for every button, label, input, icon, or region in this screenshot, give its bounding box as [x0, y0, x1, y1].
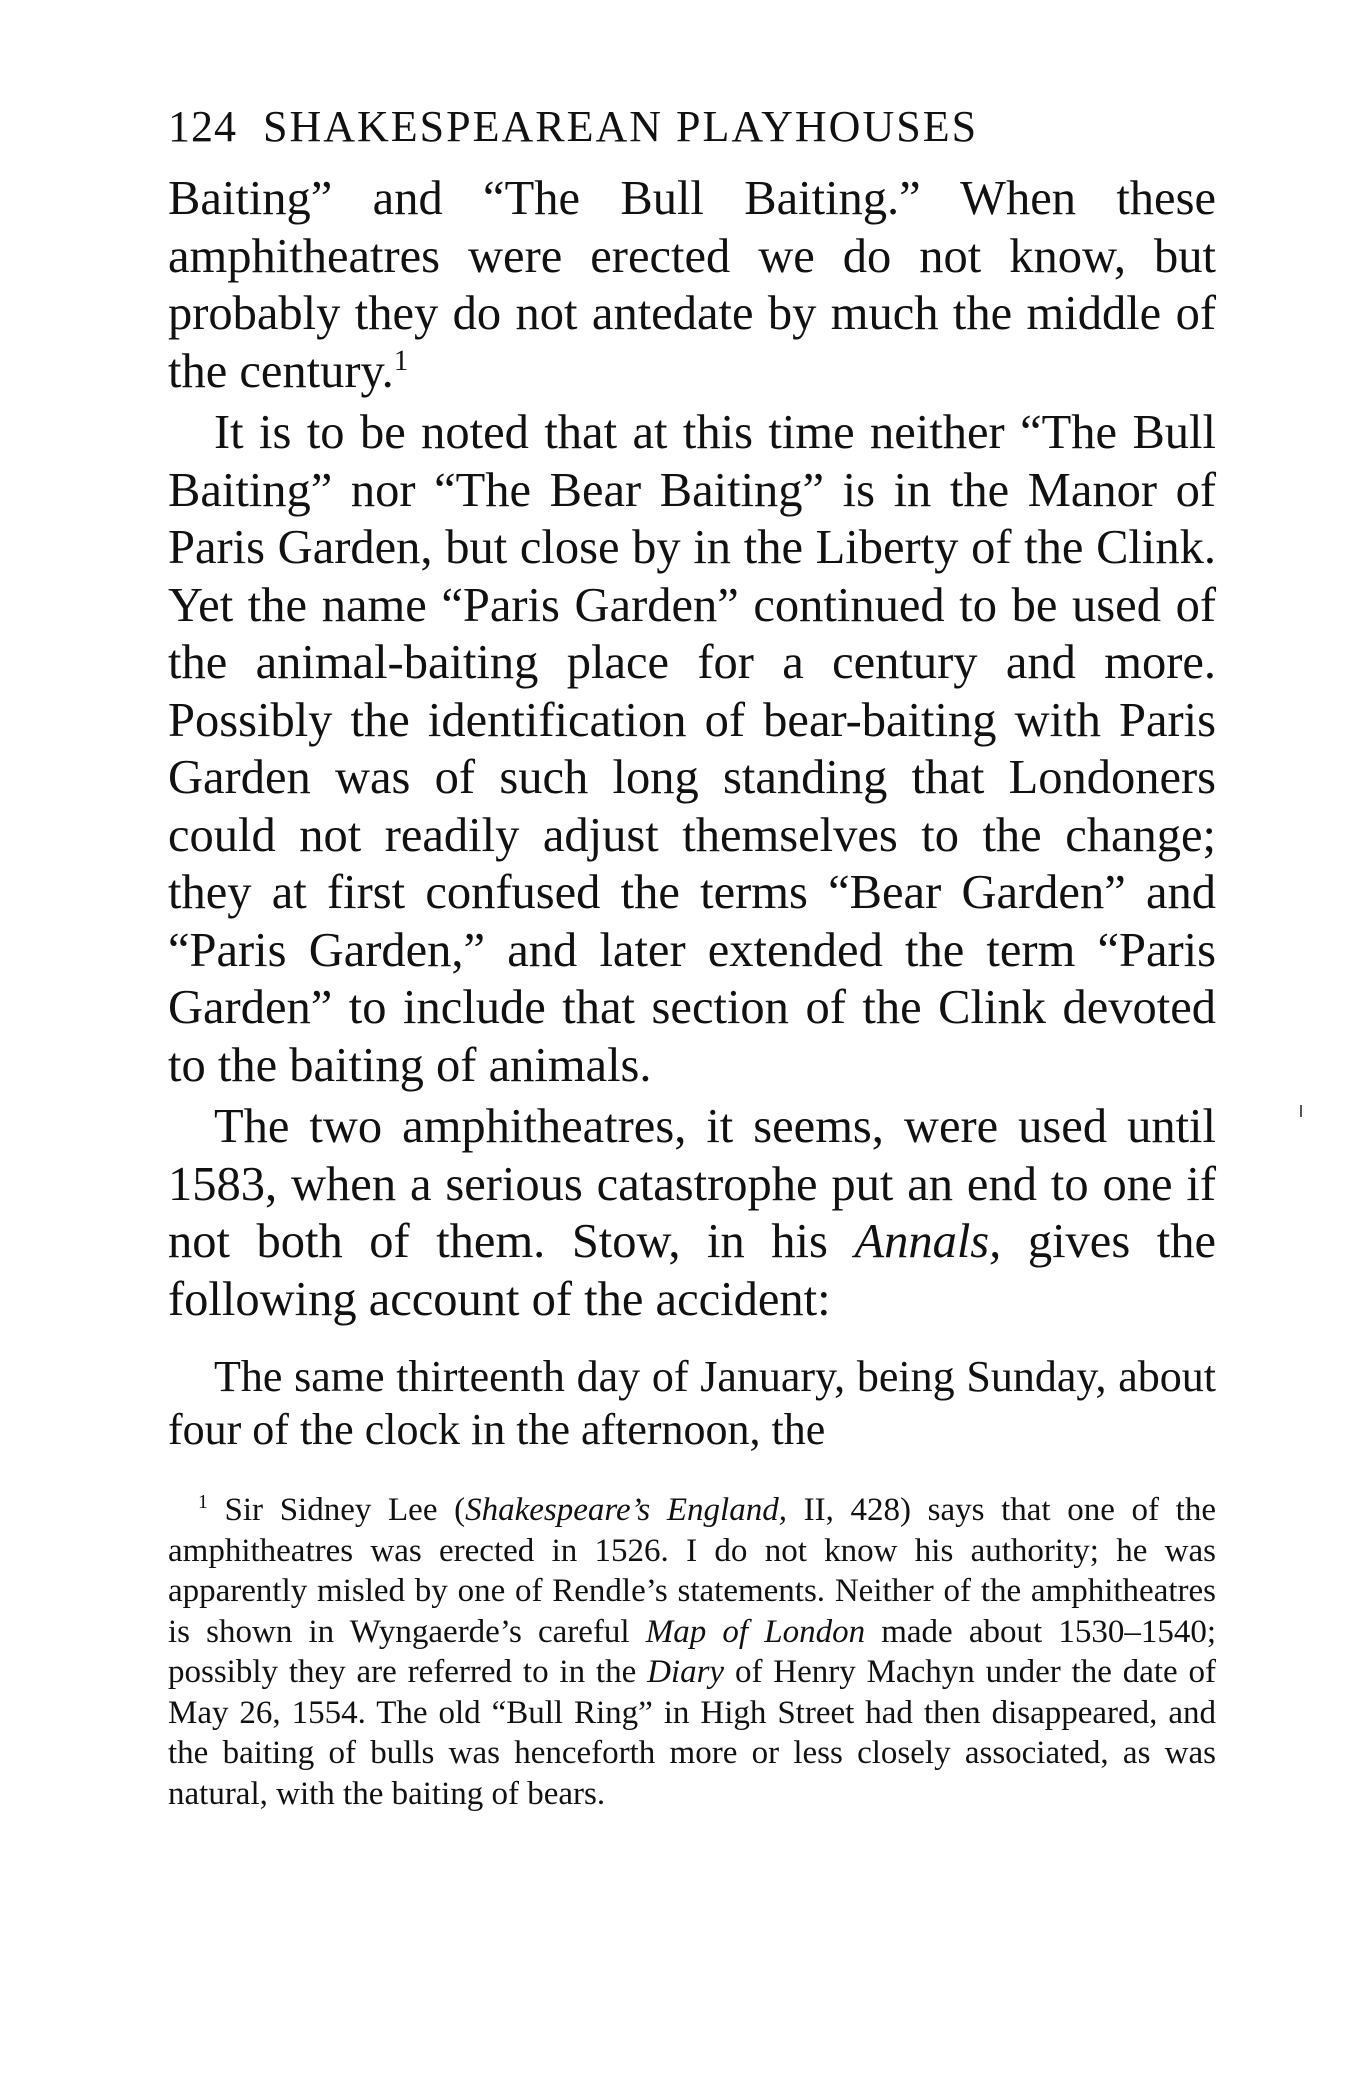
paragraph: It is to be noted that at this time neither “The Bull Baiting” nor “The Bear Baiting” is in the Manor of Paris Garden, but close by in the Liberty of the Clink. Yet the name “Paris Garden” continued to be used of the animal-baiting place for a century and more. Possibly the identification of bear-baiting with Paris Garden was of such long standing that Londoners could not readily adjust themselves to the change; they at first confused the terms “Bear Garden” and “Paris Garden,” and later extended the term “Paris Garden” to include that section of the Clink devoted to the baiting of animals. [168, 406, 1216, 1092]
paragraph-continued [168, 170, 1216, 400]
footnote-reference: 1 [393, 344, 409, 377]
paragraph [168, 1098, 1216, 1328]
work-title: Annals, [854, 1215, 1002, 1268]
footnote-text: made about 1530–1540; possibly they are referred to in the [168, 1613, 1216, 1690]
footnote-text: of Henry Machyn under the date of May 26, 1554. The old “Bull Ring” in High Street had then disappeared, and the baiting of bulls was henceforth more or less closely associated, as was natural, with the baiting of bears. [168, 1654, 1217, 1812]
paragraph-text: Baiting” and “The Bull Baiting.” When these amphitheatres were erected we do not know, but probably they do not antedate by much the middle of the century. [168, 172, 1216, 398]
scan-artifact-mark [1300, 1105, 1302, 1117]
paragraph-text: The two amphitheatres, it seems, were used until 1583, when a serious catastrophe put an end to one if not both of them. Stow, in his [168, 1100, 1216, 1268]
body-text [168, 170, 1216, 1328]
footnote-marker: 1 [198, 1491, 208, 1513]
work-title: Map of London [645, 1613, 866, 1650]
footnotes [168, 1490, 1216, 1814]
book-page [168, 100, 1216, 1814]
work-title: Shakespeare’s England, [465, 1492, 787, 1528]
paragraph-text: gives the following account of the accident: [168, 1215, 1216, 1326]
running-title: SHAKESPEAREAN PLAYHOUSES [263, 102, 979, 151]
work-title: Diary [647, 1654, 725, 1690]
block-quotation [168, 1350, 1216, 1456]
running-head [168, 100, 1216, 170]
quotation-text: The same thirteenth day of January, being Sunday, about four of the clock in the afternoon, the [168, 1352, 1216, 1454]
footnote-text: II, 428) says that one of the amphitheatres was erected in 1526. I do not know his authority; he was apparently misled by one of Rendle’s statements. Neither of the amphitheatres is shown in Wyngaerde’s careful [168, 1492, 1216, 1650]
footnote [168, 1490, 1216, 1814]
page-number: 124 [168, 102, 237, 151]
footnote-text: Sir Sidney Lee ( [207, 1492, 466, 1528]
